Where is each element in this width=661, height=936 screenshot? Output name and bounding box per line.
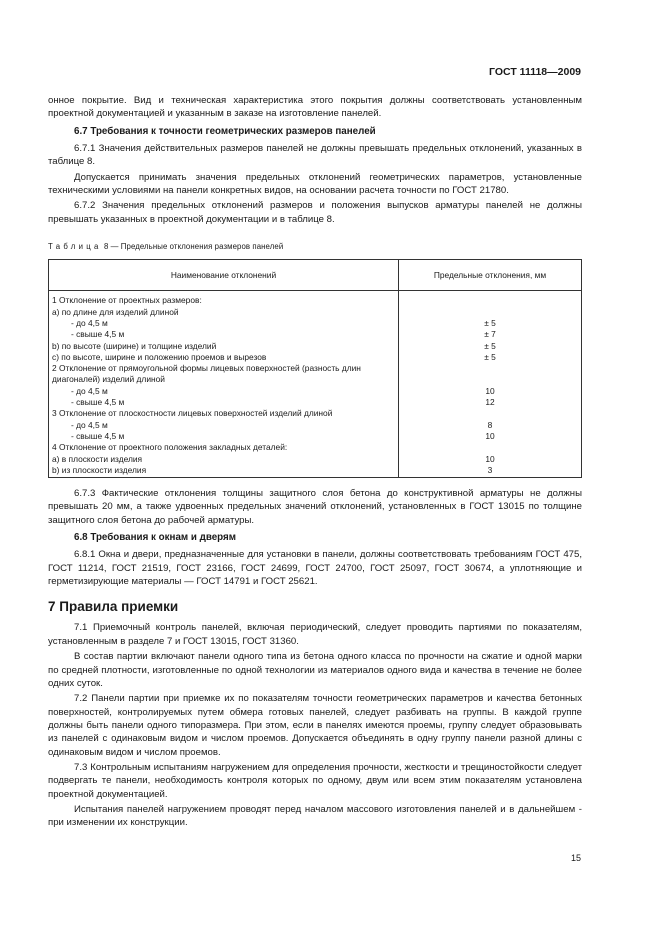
table-row: [49, 318, 582, 329]
deviation-value-cell: [399, 307, 582, 318]
deviation-name-cell: c) по высоте, ширине и положению проемов и вырезов: [49, 352, 399, 363]
deviation-value-cell: [399, 363, 582, 386]
table-row: [49, 291, 582, 307]
deviation-name-cell: - свыше 4,5 м: [49, 397, 399, 408]
table-row: [49, 397, 582, 408]
paragraph-7-1-b: В состав партии включают панели одного типа из бетона одного класса по прочности на сжатие и одной марки по средней плотности, изготовленные по одной технологии из материалов одного вида и качества в течение не более одних суток.: [48, 651, 582, 689]
table-row: [49, 408, 582, 419]
paragraph-6-7-3: 6.7.3 Фактические отклонения толщины защитного слоя бетона до конструктивной арматуры не должны превышать 20 мм, а также удвоенных предельных значений отклонений, установленных в ГОСТ 13015 по толщине защитного слоя бетона до рабочей арматуры.: [48, 488, 582, 526]
paragraph-7-3-b: Испытания панелей нагружением проводят перед началом массового изготовления панелей и в дальнейшем - при изменении их конструкции.: [48, 804, 582, 829]
paragraph-7-1: 7.1 Приемочный контроль панелей, включая периодический, следует проводить партиями по показателям, установленным в разделе 7 и ГОСТ 13015, ГОСТ 31360.: [48, 622, 582, 647]
table-row: [49, 341, 582, 352]
column-header-value: Предельные отклонения, мм: [399, 260, 582, 291]
table-row: [49, 431, 582, 442]
document-header: ГОСТ 11118—2009: [489, 66, 581, 78]
deviation-name-cell: а) по длине для изделий длиной: [49, 307, 399, 318]
deviation-name-cell: - до 4,5 м: [49, 420, 399, 431]
deviation-value-cell: ± 5: [399, 318, 582, 329]
page-number: 15: [570, 853, 581, 863]
deviation-value-cell: 10: [399, 386, 582, 397]
deviation-name-cell: 2 Отклонение от прямоугольной формы лицевых поверхностей (разность длин диагоналей) изделий длиной: [49, 363, 399, 386]
deviation-value-cell: [399, 291, 582, 307]
column-header-name: Наименование отклонений: [49, 260, 399, 291]
table-row: [49, 307, 582, 318]
table-row: [49, 454, 582, 465]
deviation-value-cell: 10: [399, 454, 582, 465]
section-heading-6-8: 6.8 Требования к окнам и дверям: [74, 531, 236, 543]
table-row: [49, 363, 582, 386]
deviation-name-cell: b) из плоскости изделия: [49, 465, 399, 478]
deviation-name-cell: 4 Отклонение от проектного положения закладных деталей:: [49, 442, 399, 453]
deviation-name-cell: 3 Отклонение от плоскостности лицевых поверхностей изделий длиной: [49, 408, 399, 419]
table-caption: [48, 240, 582, 253]
table-row: [49, 442, 582, 453]
paragraph-6-7-2: 6.7.2 Значения предельных отклонений размеров и положения выпусков арматуры панелей не должны превышать указанных в проектной документации и в таблице 8.: [48, 200, 582, 225]
table-row: [49, 465, 582, 478]
table-row: [49, 329, 582, 340]
paragraph-7-3: 7.3 Контрольным испытаниям нагружением для определения прочности, жесткости и трещиностойкости следует подвергать те панели, необходимость контроля которых по одному, двум или всем этим показателям установлена проектной документацией.: [48, 762, 582, 800]
deviation-name-cell: а) в плоскости изделия: [49, 454, 399, 465]
deviation-value-cell: ± 7: [399, 329, 582, 340]
table-caption-word: Таблица: [48, 242, 102, 252]
deviations-table: [48, 259, 582, 478]
paragraph-6-7-1: 6.7.1 Значения действительных размеров панелей не должны превышать предельных отклонений, указанных в таблице 8.: [48, 142, 582, 168]
deviation-value-cell: [399, 408, 582, 419]
deviation-name-cell: 1 Отклонение от проектных размеров:: [49, 291, 399, 307]
deviation-name-cell: - до 4,5 м: [49, 318, 399, 329]
deviation-name-cell: - свыше 4,5 м: [49, 329, 399, 340]
deviation-value-cell: 10: [399, 431, 582, 442]
table-caption-title: 8 — Предельные отклонения размеров панелей: [101, 242, 284, 252]
deviation-value-cell: ± 5: [399, 352, 582, 363]
table-row: [49, 352, 582, 363]
deviation-name-cell: b) по высоте (ширине) и толщине изделий: [49, 341, 399, 352]
deviation-value-cell: 8: [399, 420, 582, 431]
deviation-value-cell: [399, 442, 582, 453]
paragraph-7-2: 7.2 Панели партии при приемке их по показателям точности геометрических параметров и качества бетонных поверхностей, контролируемых путем обмера готовых панелей, следует разбивать на группы. В каждой группе должны быть панели одного типоразмера. При этом, если в панелях имеются проемы, группу следует образовывать из панелей с одинаковым видом и числом проемов. Допускается объединять в одну группу панели разной длины с одинаковым видом и числом проемов.: [48, 693, 582, 758]
deviation-name-cell: - свыше 4,5 м: [49, 431, 399, 442]
section-heading-6-7: 6.7 Требования к точности геометрических размеров панелей: [74, 125, 376, 137]
paragraph-6-7-1-b: Допускается принимать значения предельных отклонений геометрических параметров, установленные техническими условиями на панели конкретных видов, на основании расчета точности по ГОСТ 21780.: [48, 171, 582, 196]
table-row: [49, 420, 582, 431]
paragraph-continuation: онное покрытие. Вид и техническая характеристика этого покрытия должны соответствовать установленным проектной документацией и указанным в заказе на изготовление панелей.: [48, 95, 582, 120]
deviation-value-cell: 12: [399, 397, 582, 408]
deviation-value-cell: 3: [399, 465, 582, 478]
paragraph-6-8-1: 6.8.1 Окна и двери, предназначенные для установки в панели, должны соответствовать требованиям ГОСТ 475, ГОСТ 11214, ГОСТ 21519, ГОСТ 23166, ГОСТ 24699, ГОСТ 24700, ГОСТ 25097, ГОСТ 30674, а уплотняющие и герметизирующие материалы — ГОСТ 14791 и ГОСТ 25621.: [48, 549, 582, 587]
page-content: [48, 94, 582, 832]
table-row: [49, 386, 582, 397]
section-heading-7: 7 Правила приемки: [48, 599, 179, 615]
deviation-name-cell: - до 4,5 м: [49, 386, 399, 397]
deviation-value-cell: ± 5: [399, 341, 582, 352]
